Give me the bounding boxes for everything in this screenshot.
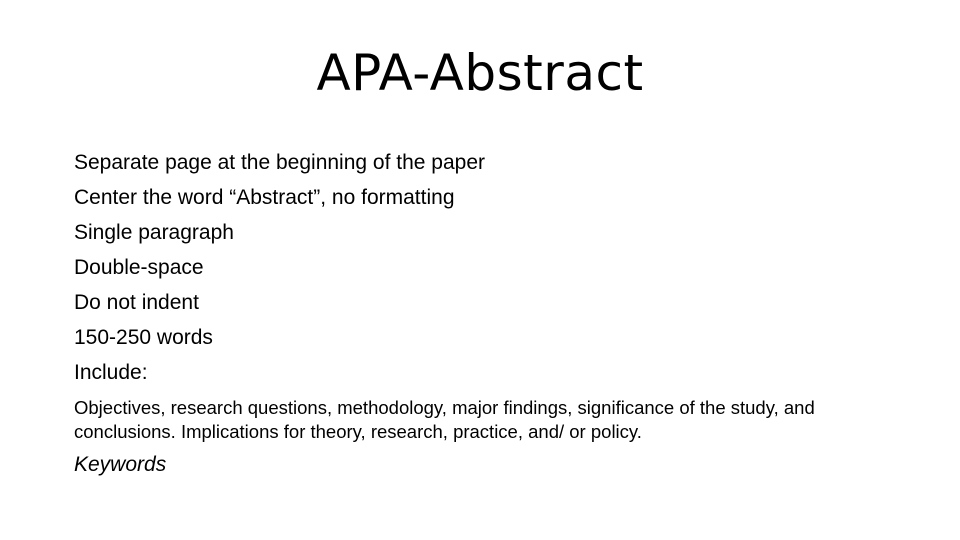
keywords-label: Keywords: [74, 453, 167, 476]
bullet-single-paragraph: Single paragraph: [74, 221, 234, 244]
slide-body: [74, 145, 894, 480]
bullet-separate-page: Separate page at the beginning of the paper: [74, 151, 485, 174]
bullet-do-not-indent: Do not indent: [74, 291, 199, 314]
slide-title: APA-Abstract: [316, 44, 644, 102]
bullet-word-count: 150-250 words: [74, 326, 213, 349]
bullet-double-space: Double-space: [74, 256, 204, 279]
bullet-include: Include:: [74, 361, 148, 384]
include-detail-text: Objectives, research questions, methodology, major findings, significance of the study, and conclusions. Implications for theory, research, practice, and/ or policy.: [74, 397, 815, 442]
bullet-center-word: Center the word “Abstract”, no formatting: [74, 186, 455, 209]
